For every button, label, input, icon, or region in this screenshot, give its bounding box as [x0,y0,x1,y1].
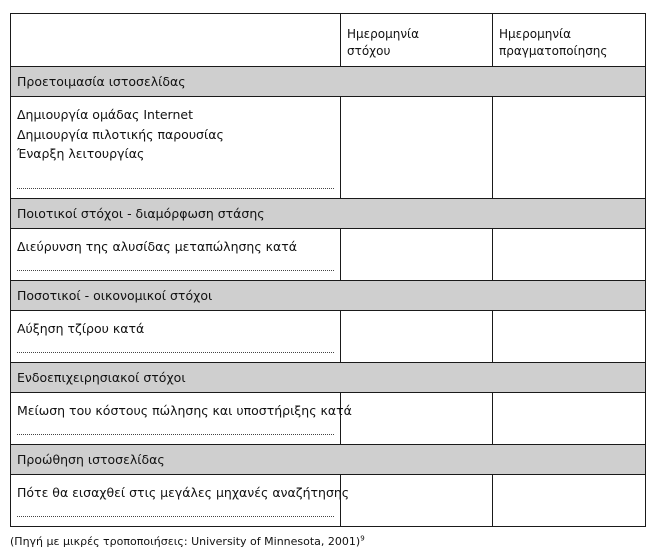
header-empty-cell [11,14,341,67]
target-date-cell[interactable] [341,393,493,445]
source-note [10,535,365,548]
section-row [11,67,646,97]
item-cell [11,311,341,363]
dotted-fill-line [17,270,334,271]
section-title-cell [11,445,646,475]
table-row [11,229,646,281]
list-item: Πότε θα εισαχθεί στις μεγάλες μηχανές αναζήτησης [17,485,350,500]
planning-table [10,13,646,527]
header-target-line-1: Ημερομηνία [347,27,420,41]
section-title-cell [11,363,646,393]
target-date-cell[interactable] [341,229,493,281]
list-item: Αύξηση τζίρου κατά [17,321,145,336]
item-cell [11,229,341,281]
section-title-cell [11,199,646,229]
section-title: Προώθηση ιστοσελίδας [17,452,165,467]
table-row [11,97,646,199]
section-row [11,199,646,229]
section-row [11,363,646,393]
item-cell [11,393,352,445]
list-item: Δημιουργία ομάδας Internet [17,107,193,122]
dotted-fill-line [17,188,334,189]
list-item: Έναρξη λειτουργίας [17,146,145,161]
table-row [11,311,646,363]
section-title: Ποσοτικοί - οικονομικοί στόχοι [17,288,213,303]
section-row [11,445,646,475]
actual-date-cell[interactable] [493,475,646,527]
item-cell [11,475,350,527]
header-target-date [341,14,493,67]
source-text: (Πηγή με μικρές τροποποιήσεις: University of Minnesota, 2001) [10,535,361,548]
dotted-fill-line [17,516,334,517]
actual-date-cell[interactable] [493,311,646,363]
target-date-cell[interactable] [341,475,493,527]
header-actual-line-2: πραγματοποίησης [499,44,608,58]
dotted-fill-line [17,352,334,353]
section-title: Προετοιμασία ιστοσελίδας [17,74,186,89]
footnote-marker: 9 [360,534,365,543]
section-title-cell [11,281,646,311]
header-actual-line-1: Ημερομηνία [499,27,572,41]
dotted-fill-line [17,434,334,435]
target-date-cell[interactable] [341,311,493,363]
actual-date-cell[interactable] [493,229,646,281]
item-cell [11,97,341,199]
list-item: Μείωση του κόστους πώλησης και υποστήριξης κατά [17,403,352,418]
list-item: Διεύρυνση της αλυσίδας μεταπώλησης κατά [17,239,298,254]
section-title: Ενδοεπιχειρησιακοί στόχοι [17,370,186,385]
section-title-cell [11,67,646,97]
actual-date-cell[interactable] [493,97,646,199]
header-actual-date [493,14,646,67]
actual-date-cell[interactable] [493,393,646,445]
header-target-line-2: στόχου [347,44,391,58]
target-date-cell[interactable] [341,97,493,199]
section-row [11,281,646,311]
section-title: Ποιοτικοί στόχοι - διαμόρφωση στάσης [17,206,265,221]
table-row [11,475,646,527]
list-item: Δημιουργία πιλοτικής παρουσίας [17,126,224,142]
table-row [11,393,646,445]
table-header-row [11,14,646,67]
